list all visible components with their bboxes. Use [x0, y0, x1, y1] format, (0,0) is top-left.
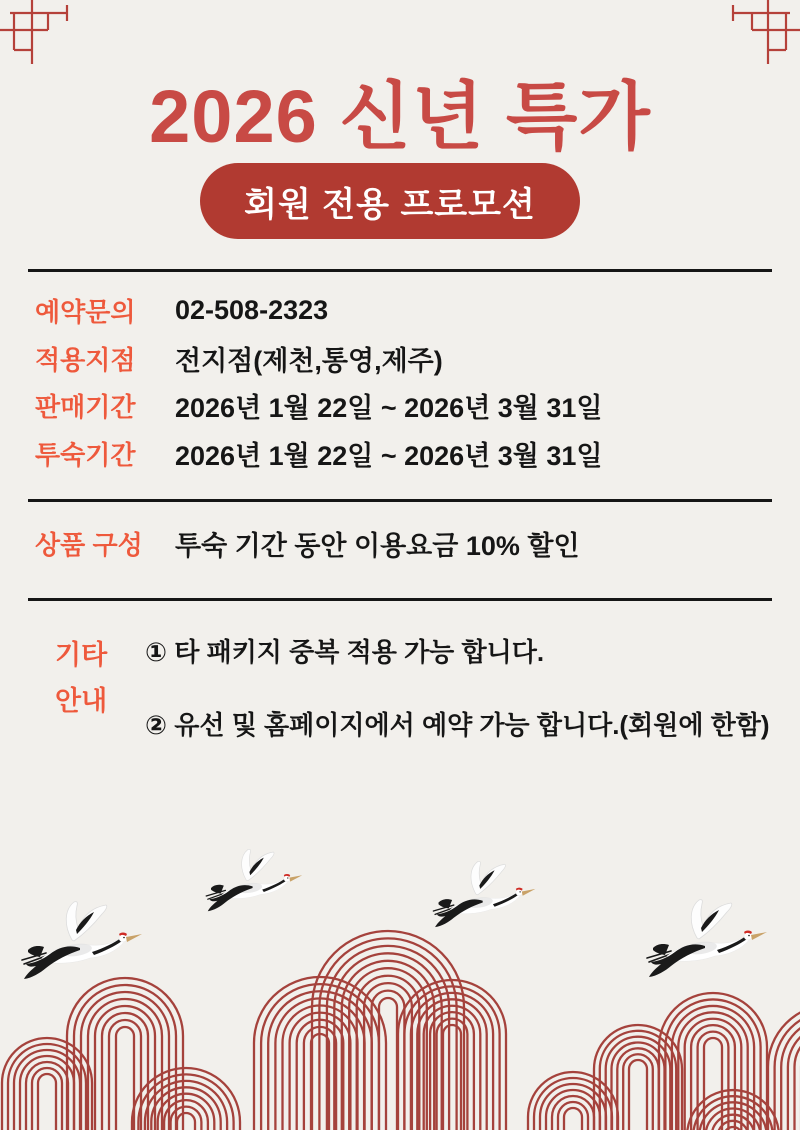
info-row-sale-period — [35, 382, 775, 430]
info-label: 예약문의 — [35, 297, 136, 328]
info-row-booking — [35, 287, 775, 335]
info-value: 2026년 1월 22일 ~ 2026년 3월 31일 — [175, 440, 603, 471]
notes-items — [145, 632, 770, 742]
crane-icon — [206, 849, 302, 911]
info-row-stay-period — [35, 430, 775, 478]
lattice-corner-icon — [0, 0, 80, 70]
notes-section — [55, 632, 785, 742]
crane-icon — [433, 861, 535, 927]
info-section — [35, 287, 775, 477]
notes-label-line2: 안내 — [55, 686, 108, 716]
product-label: 상품 구성 — [35, 529, 143, 560]
crane-icon — [22, 902, 142, 979]
crane-icon — [647, 900, 767, 977]
product-value: 투숙 기간 동안 이용요금 10% 할인 — [175, 530, 580, 561]
divider — [28, 269, 772, 272]
info-label: 판매기간 — [35, 392, 136, 423]
member-promo-badge: 회원 전용 프로모션 — [200, 163, 580, 239]
page-title: 2026 신년 특가 — [149, 74, 651, 158]
product-section — [35, 518, 775, 568]
notes-label-line1: 기타 — [55, 640, 108, 670]
notes-label — [55, 632, 145, 742]
info-row-branches — [35, 335, 775, 383]
info-label: 적용지점 — [35, 344, 136, 375]
divider — [28, 598, 772, 601]
info-value: 전지점(제천,통영,제주) — [175, 345, 443, 376]
note-item: ② 유선 및 홈페이지에서 예약 가능 합니다.(회원에 한함) — [145, 710, 770, 740]
info-label: 투숙기간 — [35, 439, 136, 470]
divider — [28, 499, 772, 502]
bottom-decoration — [0, 830, 800, 1130]
info-value: 2026년 1월 22일 ~ 2026년 3월 31일 — [175, 393, 603, 424]
lattice-corner-icon — [720, 0, 800, 70]
note-item: ① 타 패키지 중복 적용 가능 합니다. — [145, 637, 545, 667]
info-value: 02-508-2323 — [175, 295, 329, 326]
